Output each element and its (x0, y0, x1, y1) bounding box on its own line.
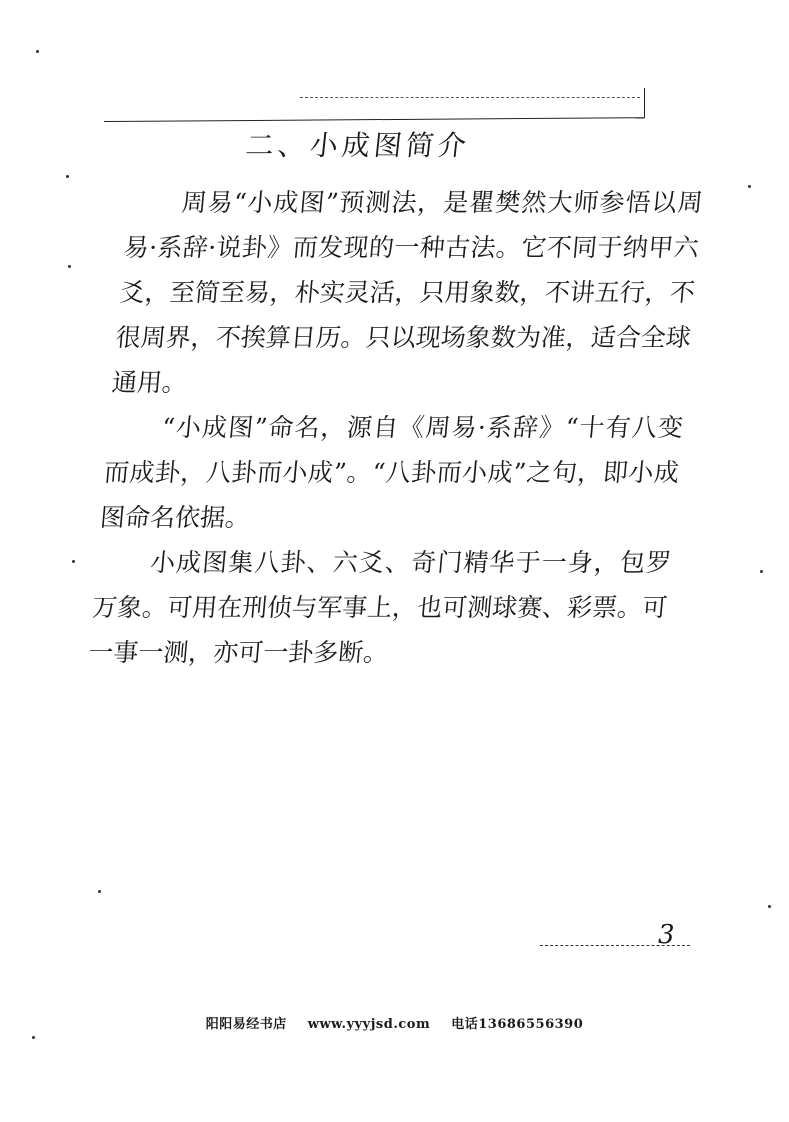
page-number: 3 (658, 920, 675, 950)
paragraph-2: “小成图”命名，源自《周易·系辞》“十有八变而成卦，八卦而小成”。“八卦而小成”之句，即小成图命名依据。 (98, 413, 685, 532)
scan-speck (32, 1036, 35, 1039)
scan-speck (72, 560, 75, 563)
section-heading: 二、小成图简介 (244, 129, 472, 162)
scan-speck (748, 185, 751, 188)
footer-website: www.yyyjsd.com (307, 1017, 431, 1032)
top-dashed-rule (300, 97, 640, 98)
body-text (86, 180, 704, 675)
footer-phone: 电话13686556390 (451, 1017, 584, 1032)
top-rule-tick (644, 88, 645, 118)
paragraph-3: 小成图集八卦、六爻、奇门精华于一身，包罗万象。可用在刑侦与军事上，也可测球赛、彩票。可一事一测，亦可一卦多断。 (87, 548, 673, 667)
top-rule-line (104, 117, 644, 122)
scan-speck (36, 50, 39, 53)
scan-speck (66, 175, 69, 178)
footer-store-name: 阳阳易经书店 (205, 1017, 287, 1032)
paragraph-1: 周易“小成图”预测法，是瞿樊然大师参悟以周易·系辞·说卦》而发现的一种古法。它不同于纳甲六爻，至简至易，朴实灵活，只用象数，不讲五行，不很周界，不挨算日历。只以现场象数为准，适合全球通用。 (110, 188, 704, 397)
footer (0, 1013, 789, 1032)
scan-speck (98, 890, 101, 893)
scan-speck (768, 905, 771, 908)
scan-speck (68, 265, 71, 268)
scan-speck (760, 570, 763, 573)
